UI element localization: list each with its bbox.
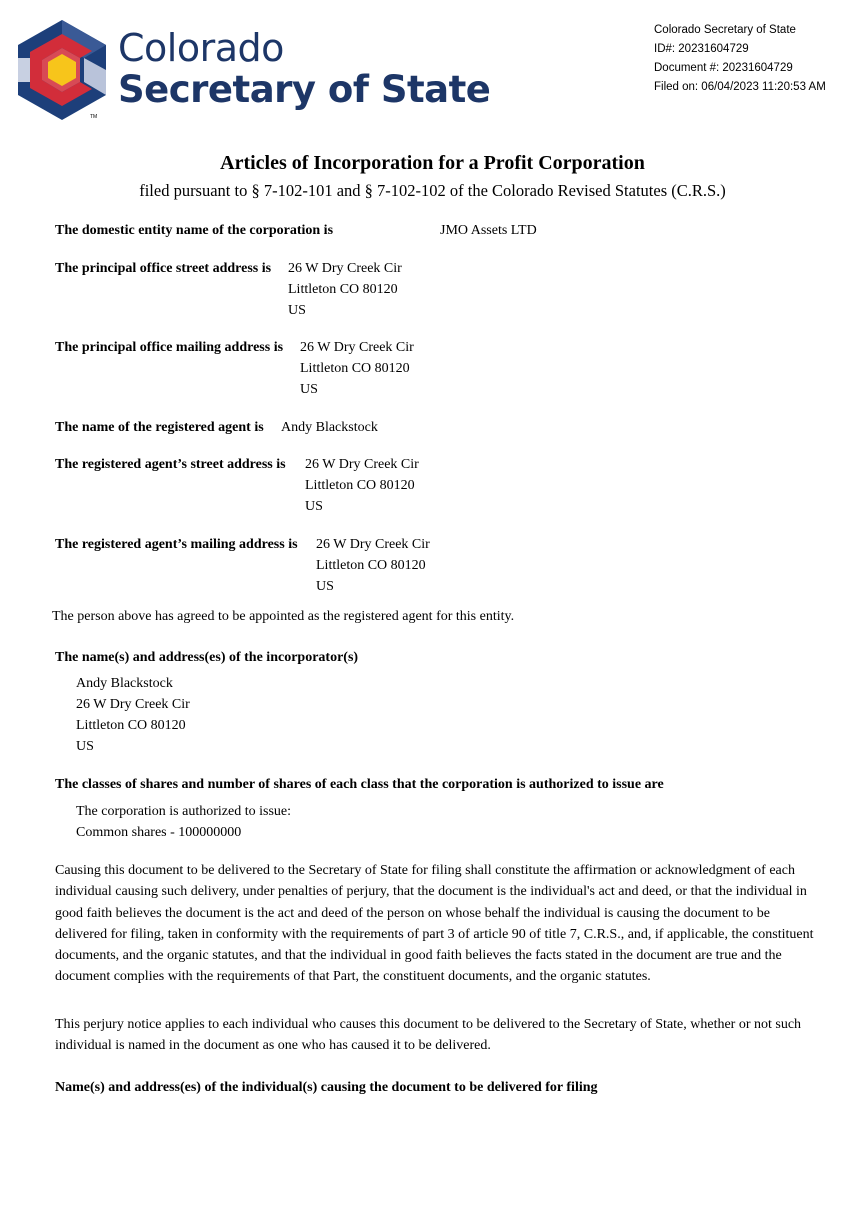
agent-consent-text: The person above has agreed to be appointed as the registered agent for this entity.	[52, 609, 515, 624]
filing-info	[654, 21, 826, 97]
entity-name-value: JMO Assets LTD	[440, 223, 537, 238]
address-line: 26 W Dry Creek Cir	[316, 537, 430, 552]
affirmation-paragraph: Causing this document to be delivered to the Secretary of State for filing shall constitute the affirmation or acknowledgment of each individual causing such delivery, under penalties of perjury, that the document is the individual's act and deed, or that the individual in good faith believes the document is the act and deed of the person on whose behalf the individual is causing the document to be delivered for filing, taken in conformity with the requirements of part 3 of article 90 of title 7, C.R.S., and, if applicable, the constituent documents, and the organic statutes, and that the individual in good faith believes the facts stated in the document are true and the document complies with the requirements of that Part, the constituent documents, and the organic statutes.	[55, 863, 814, 985]
address-line: 26 W Dry Creek Cir	[300, 340, 414, 355]
office-street-label: The principal office street address is	[55, 261, 272, 276]
shares-common: Common shares - 100000000	[76, 825, 242, 840]
filing-office: Colorado Secretary of State	[654, 24, 796, 36]
perjury-notice-paragraph: This perjury notice applies to each individual who causes this document to be delivered to the Secretary of State, whether or not such individual is named in the document as one who has caused it to be delivered.	[55, 1017, 802, 1054]
agent-mailing-value	[316, 534, 430, 597]
colorado-hexagon-logo-icon	[14, 18, 110, 122]
address-line: Littleton CO 80120	[305, 478, 415, 493]
shares-value	[76, 801, 291, 843]
address-line: US	[76, 739, 94, 754]
address-line: US	[288, 303, 306, 318]
logo	[14, 18, 110, 127]
office-mailing-value	[300, 337, 414, 400]
address-line: Littleton CO 80120	[300, 361, 410, 376]
agent-street-label: The registered agent’s street address is	[55, 457, 286, 472]
page-subtitle: filed pursuant to § 7-102-101 and § 7-102-102 of the Colorado Revised Statutes (C.R.S.)	[139, 181, 726, 200]
incorporator-label: The name(s) and address(es) of the incorporator(s)	[55, 650, 359, 665]
address-line: US	[300, 382, 318, 397]
office-street-value	[288, 258, 402, 321]
address-line: Littleton CO 80120	[316, 558, 426, 573]
filing-document-number: Document #: 20231604729	[654, 62, 793, 74]
filing-date: Filed on: 06/04/2023 11:20:53 AM	[654, 81, 826, 93]
address-line: 26 W Dry Creek Cir	[76, 697, 190, 712]
address-line: 26 W Dry Creek Cir	[305, 457, 419, 472]
delivery-heading: Name(s) and address(es) of the individual(s) causing the document to be delivered for filing	[55, 1080, 598, 1095]
agent-mailing-label: The registered agent’s mailing address is	[55, 537, 298, 552]
agent-name-value: Andy Blackstock	[281, 420, 378, 435]
address-line: Littleton CO 80120	[76, 718, 186, 733]
office-mailing-label: The principal office mailing address is	[55, 340, 284, 355]
incorporator-value	[76, 673, 190, 757]
shares-intro: The corporation is authorized to issue:	[76, 804, 291, 819]
agent-street-value	[305, 454, 419, 517]
address-line: US	[316, 579, 334, 594]
agent-name-label: The name of the registered agent is	[55, 420, 264, 435]
address-line: US	[305, 499, 323, 514]
shares-label: The classes of shares and number of shares of each class that the corporation is authorized to issue are	[55, 777, 664, 792]
address-line: 26 W Dry Creek Cir	[288, 261, 402, 276]
logo-tm: TM	[90, 114, 98, 120]
entity-name-label: The domestic entity name of the corporation is	[55, 223, 334, 238]
logo-text-colorado: Colorado	[118, 26, 284, 70]
filing-id: ID#: 20231604729	[654, 43, 749, 55]
incorporator-name: Andy Blackstock	[76, 676, 173, 691]
logo-text-secretary: Secretary of State	[118, 68, 491, 111]
page-title: Articles of Incorporation for a Profit Corporation	[220, 152, 645, 174]
address-line: Littleton CO 80120	[288, 282, 398, 297]
